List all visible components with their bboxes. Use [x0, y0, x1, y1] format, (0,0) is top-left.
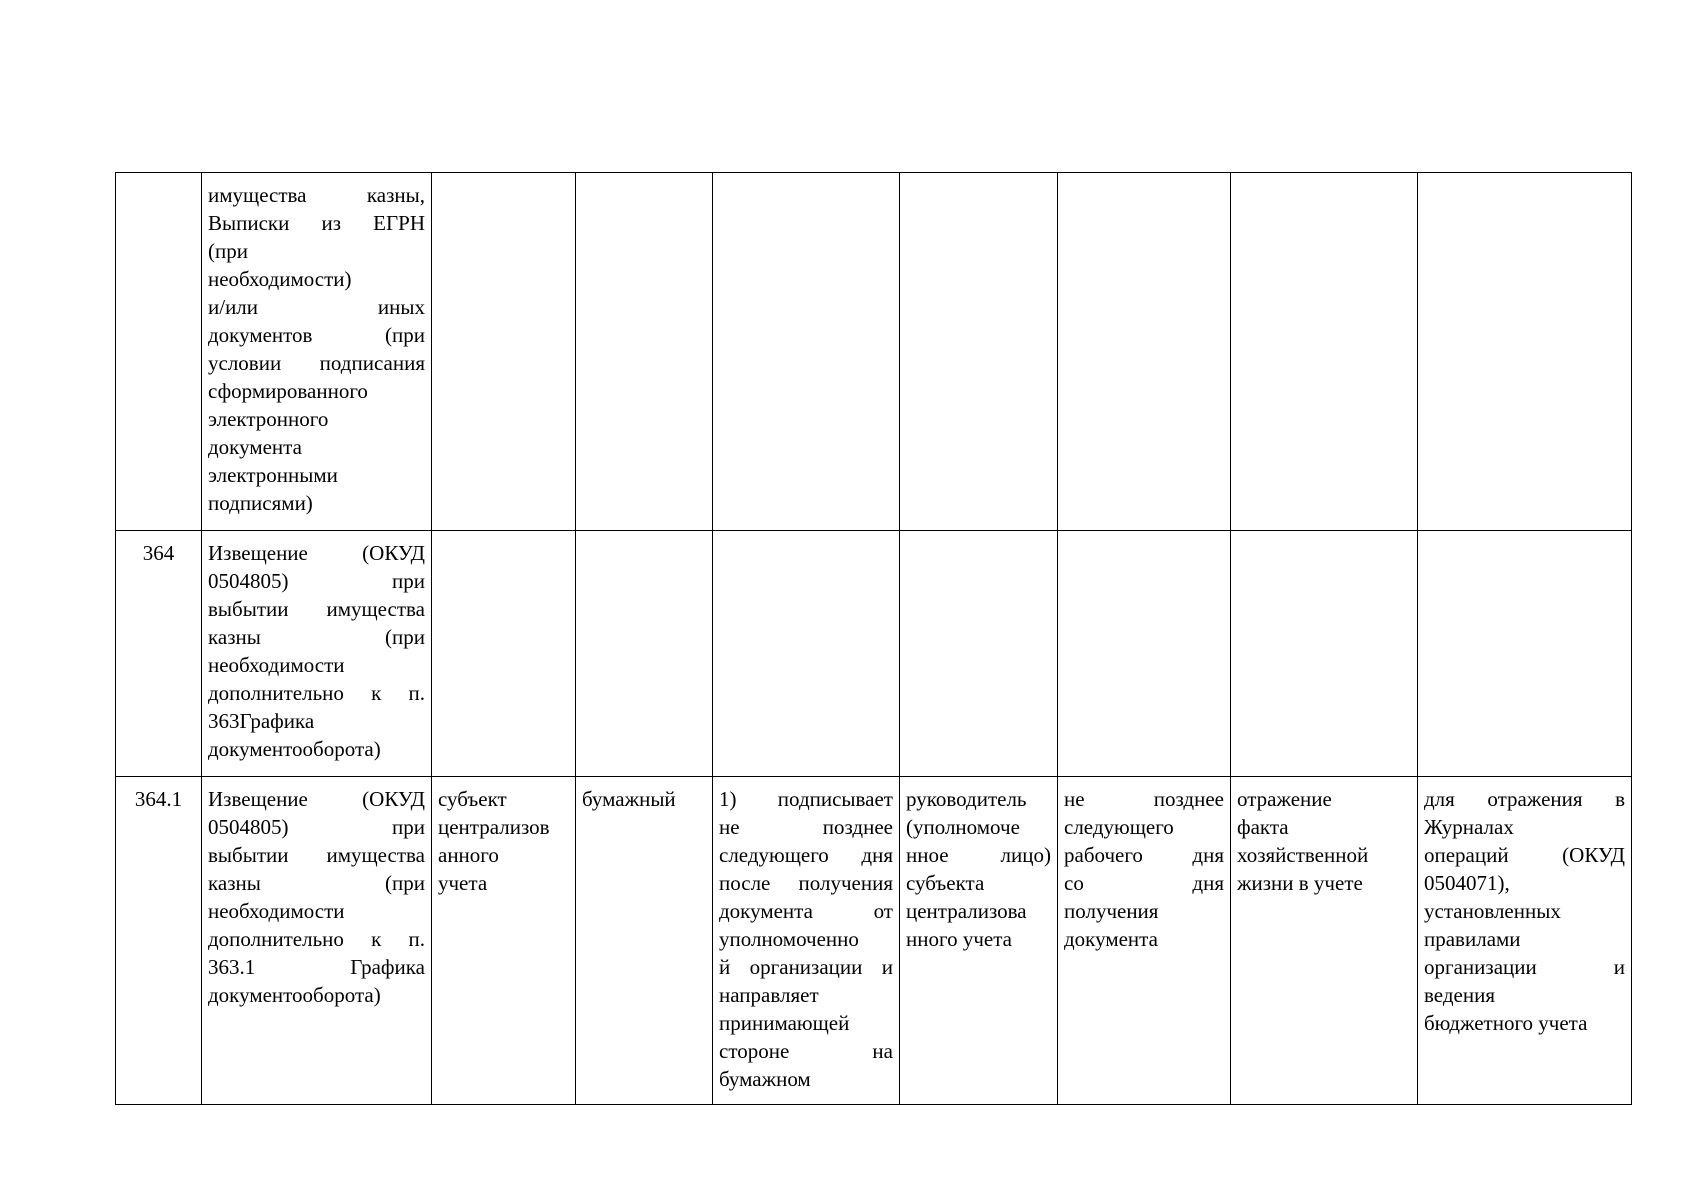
- cell-text-line: 1) подписывает: [719, 787, 893, 811]
- cell-text-line: не позднее: [1064, 787, 1224, 811]
- responsible-cell: [900, 531, 1058, 777]
- cell-text-line: отражение: [1237, 787, 1332, 811]
- cell-text-line: субъект: [438, 787, 507, 811]
- cell-text-line: выбытии имущества: [208, 597, 425, 621]
- cell-text-line: условии подписания: [208, 351, 425, 375]
- action-cell: [713, 173, 900, 531]
- cell-text-line: документа от: [719, 899, 893, 923]
- cell-text-line: 0504805) при: [208, 569, 425, 593]
- cell-text-line: документов (при: [208, 323, 425, 347]
- cell-text-line: правилами: [1424, 927, 1521, 951]
- cell-text-line: анного: [438, 843, 499, 867]
- cell-text-line: следующего дня: [719, 843, 893, 867]
- table-row: [116, 173, 1632, 531]
- purpose-cell: [1231, 531, 1418, 777]
- cell-text-line: подписями): [208, 491, 313, 515]
- cell-text-line: факта: [1237, 815, 1289, 839]
- cell-text-line: Извещение (ОКУД: [208, 787, 425, 811]
- document-name-cell: [202, 173, 432, 531]
- cell-text-line: уполномоченно: [719, 927, 859, 951]
- cell-text-line: стороне на: [719, 1039, 893, 1063]
- cell-text-line: документа: [208, 435, 302, 459]
- purpose-cell: [1231, 777, 1418, 1105]
- cell-text-line: бумажном: [719, 1067, 811, 1091]
- cell-text-line: направляет: [719, 983, 819, 1007]
- row-number-cell: 364.1: [116, 777, 202, 1105]
- cell-text-line: казны (при: [208, 625, 425, 649]
- cell-text-line: установленных: [1424, 899, 1561, 923]
- format-cell: [576, 531, 713, 777]
- row-number-cell: [116, 173, 202, 531]
- cell-text-line: бумажный: [582, 787, 676, 811]
- cell-text-line: 0504805) при: [208, 815, 425, 839]
- cell-text-line: операций (ОКУД: [1424, 843, 1625, 867]
- cell-text-line: необходимости: [208, 653, 345, 677]
- format-cell: [576, 777, 713, 1105]
- cell-text-line: после получения: [719, 871, 893, 895]
- cell-text-line: документа: [1064, 927, 1158, 951]
- cell-text-line: документооборота): [208, 737, 381, 761]
- action-cell: [713, 531, 900, 777]
- deadline-cell: [1058, 531, 1231, 777]
- document-table: [115, 172, 1632, 1105]
- action-cell: [713, 777, 900, 1105]
- cell-text-line: электронными: [208, 463, 338, 487]
- format-cell: [576, 173, 713, 531]
- cell-text-line: для отражения в: [1424, 787, 1625, 811]
- note-cell: [1418, 173, 1632, 531]
- cell-text-line: следующего: [1064, 815, 1174, 839]
- cell-text-line: учета: [438, 871, 488, 895]
- cell-text-line: со дня: [1064, 871, 1224, 895]
- note-cell: [1418, 777, 1632, 1105]
- cell-text-line: 363.1 Графика: [208, 955, 425, 979]
- cell-text-line: электронного: [208, 407, 329, 431]
- cell-text-line: дополнительно к п.: [208, 681, 425, 705]
- cell-text-line: ведения: [1424, 983, 1495, 1007]
- cell-text-line: выбытии имущества: [208, 843, 425, 867]
- cell-text-line: Журналах: [1424, 815, 1514, 839]
- cell-text-line: необходимости): [208, 267, 352, 291]
- cell-text-line: нного учета: [906, 927, 1012, 951]
- cell-text-line: получения: [1064, 899, 1159, 923]
- cell-text-line: Извещение (ОКУД: [208, 541, 425, 565]
- cell-text-line: 0504071),: [1424, 871, 1510, 895]
- cell-text-line: организации и: [1424, 955, 1625, 979]
- cell-text-line: жизни в учете: [1237, 871, 1363, 895]
- cell-text-line: документооборота): [208, 983, 381, 1007]
- cell-text-line: и/или иных: [208, 295, 425, 319]
- cell-text-line: не позднее: [719, 815, 893, 839]
- cell-text-line: й организации и: [719, 955, 893, 979]
- table-row: [116, 531, 1632, 777]
- row-number-cell: 364: [116, 531, 202, 777]
- cell-text-line: необходимости: [208, 899, 345, 923]
- deadline-cell: [1058, 173, 1231, 531]
- responsible-cell: [900, 173, 1058, 531]
- document-name-cell: [202, 531, 432, 777]
- cell-text-line: 363Графика: [208, 709, 315, 733]
- cell-text-line: (уполномоче: [906, 815, 1020, 839]
- cell-text-line: субъекта: [906, 871, 985, 895]
- cell-text-line: централизов: [438, 815, 550, 839]
- cell-text-line: рабочего дня: [1064, 843, 1224, 867]
- cell-text-line: принимающей: [719, 1011, 850, 1035]
- responsible-cell: [900, 777, 1058, 1105]
- cell-text-line: руководитель: [906, 787, 1027, 811]
- cell-text-line: дополнительно к п.: [208, 927, 425, 951]
- note-cell: [1418, 531, 1632, 777]
- table-row: [116, 777, 1632, 1105]
- cell-text-line: централизова: [906, 899, 1027, 923]
- deadline-cell: [1058, 777, 1231, 1105]
- participant-cell: [432, 531, 576, 777]
- purpose-cell: [1231, 173, 1418, 531]
- participant-cell: [432, 173, 576, 531]
- cell-text-line: бюджетного учета: [1424, 1011, 1588, 1035]
- cell-text-line: (при: [208, 239, 248, 263]
- cell-text-line: сформированного: [208, 379, 368, 403]
- cell-text-line: Выписки из ЕГРН: [208, 211, 425, 235]
- participant-cell: [432, 777, 576, 1105]
- cell-text-line: нное лицо): [906, 843, 1051, 867]
- cell-text-line: имущества казны,: [208, 183, 425, 207]
- document-name-cell: [202, 777, 432, 1105]
- cell-text-line: хозяйственной: [1237, 843, 1369, 867]
- cell-text-line: казны (при: [208, 871, 425, 895]
